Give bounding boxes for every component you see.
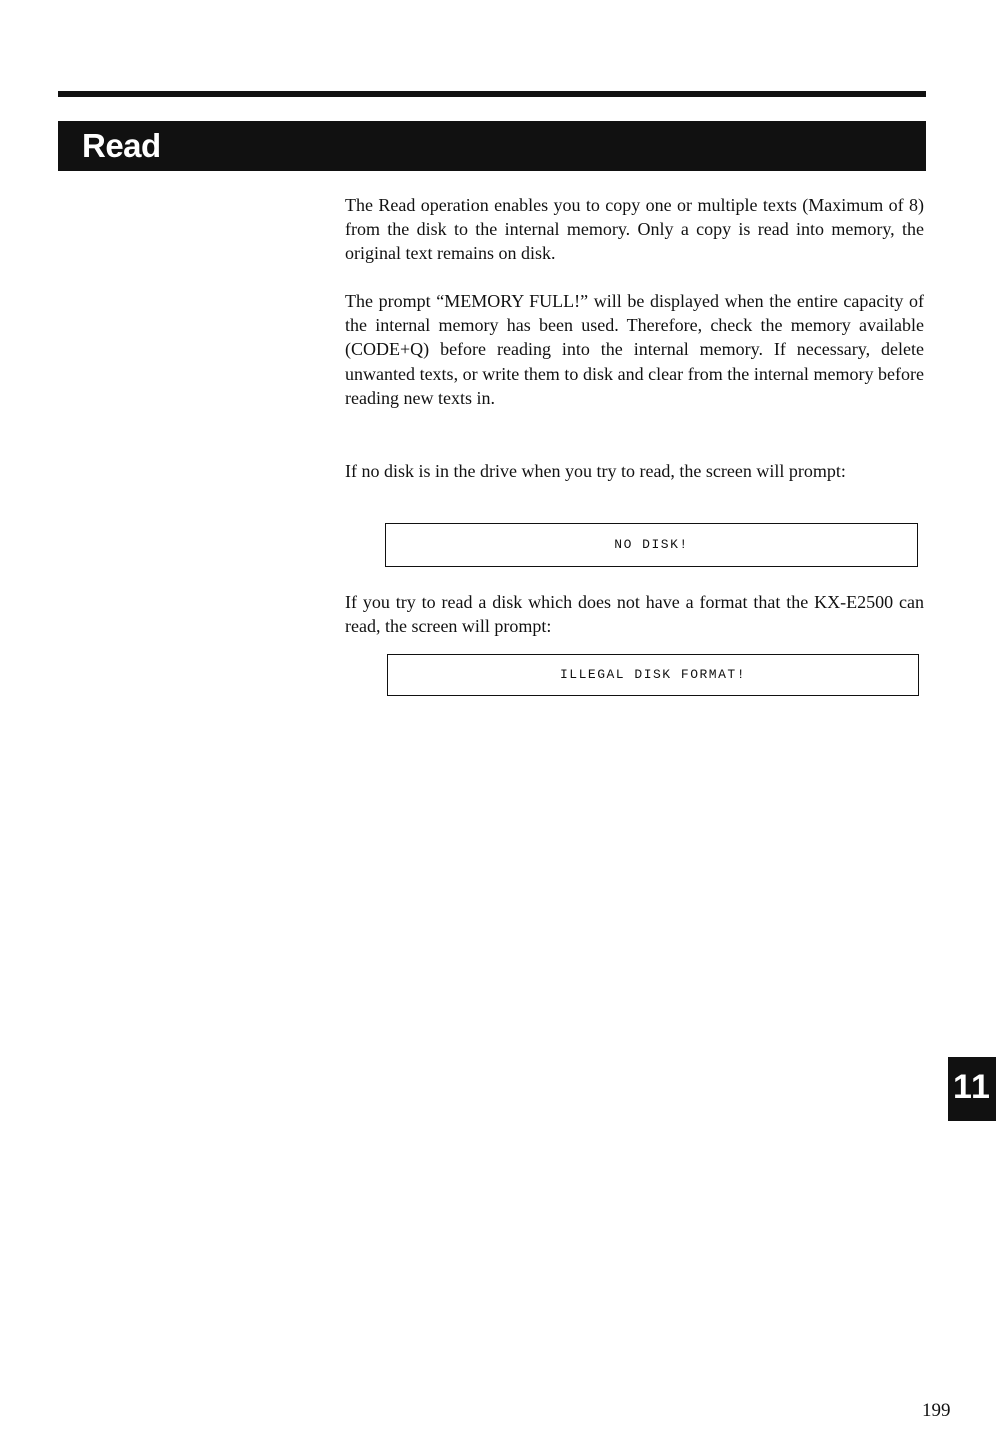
paragraph-memory-full: The prompt “MEMORY FULL!” will be displayed when the entire capacity of the internal memory has been used. Therefore, check the memory available (CODE+Q) before reading into the internal memory. If necessary, delete unwanted texts, or write them to disk and clear from the internal memory before reading new texts in. (345, 291, 924, 408)
section-title: Read (82, 127, 161, 164)
page-number: 199 (922, 1400, 951, 1421)
prompt-illegal-disk-format (387, 654, 919, 696)
paragraph-read-operation: The Read operation enables you to copy one or multiple texts (Maximum of 8) from the disk to the internal memory. Only a copy is read into memory, the original text remains on disk. (345, 195, 924, 264)
prompt-no-disk-text: NO DISK! (614, 537, 689, 552)
chapter-tab (948, 1057, 996, 1121)
prompt-no-disk (385, 523, 918, 567)
paragraph-illegal-format: If you try to read a disk which does not have a format that the KX-E2500 can read, the screen will prompt: (345, 592, 924, 637)
chapter-number: 11 (953, 1068, 991, 1106)
prompt-illegal-disk-format-text: ILLEGAL DISK FORMAT! (559, 667, 747, 682)
section-title-bar (58, 121, 926, 171)
paragraph-no-disk: If no disk is in the drive when you try to read, the screen will prompt: (345, 461, 846, 481)
top-rule (58, 91, 926, 97)
